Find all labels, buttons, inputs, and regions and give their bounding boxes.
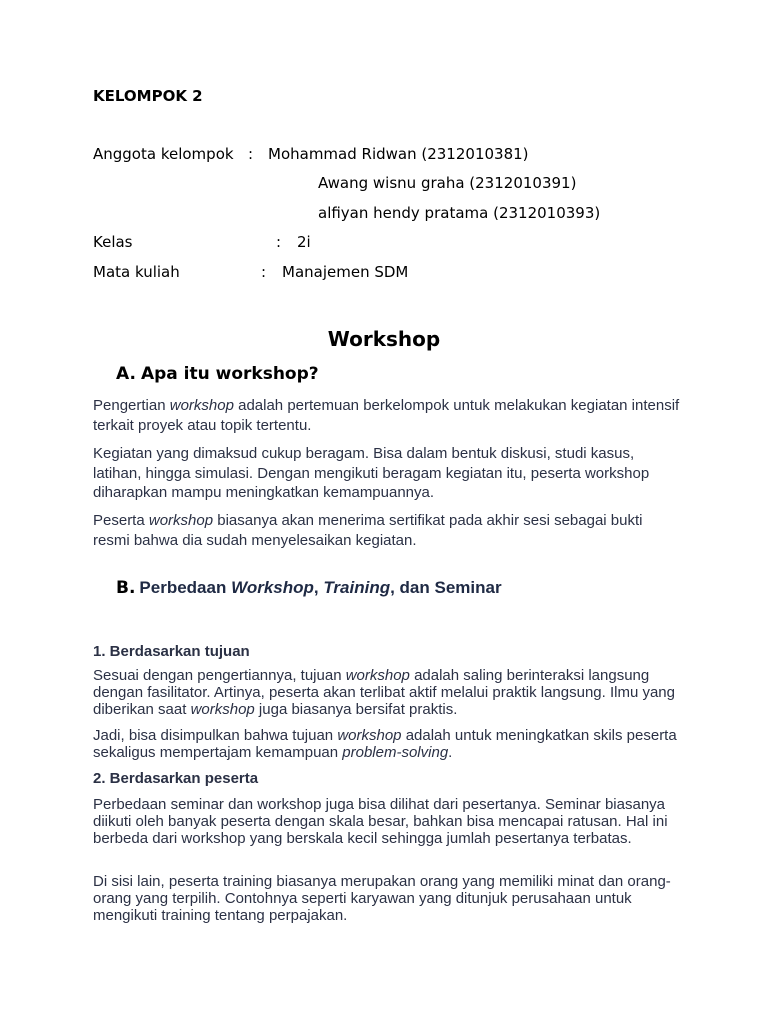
course-separator: :	[261, 263, 267, 281]
section-a-heading	[116, 364, 319, 384]
course-value: Manajemen SDM	[282, 263, 409, 281]
page-title: Workshop	[327, 327, 441, 351]
class-separator: :	[276, 233, 282, 251]
section-a-label: A.	[116, 364, 136, 384]
section-a-paragraph-3: Peserta workshop biasanya akan menerima sertifikat pada akhir sesi sebagai bukti resmi bahwa dia sudah menyelesaikan kegiatan.	[93, 512, 643, 549]
tujuan-paragraph-1: Sesuai dengan pengertiannya, tujuan workshop adalah saling berinteraksi langsung dengan fasilitator. Artinya, peserta akan terlibat aktif melalui praktik langsung. Ilmu yang diberikan saat workshop juga biasanya bersifat praktis.	[93, 667, 675, 718]
section-b-label: B.	[116, 578, 136, 598]
section-b-heading: B. Perbedaan Workshop, Training, dan Seminar	[116, 578, 502, 598]
tujuan-paragraph-2: Jadi, bisa disimpulkan bahwa tujuan workshop adalah untuk meningkatkan skils peserta sekaligus mempertajam kemampuan problem-solving.	[93, 727, 677, 761]
class-label: Kelas	[93, 233, 133, 251]
course-label: Mata kuliah	[93, 263, 180, 281]
section-a-paragraph-1: Pengertian workshop adalah pertemuan berkelompok untuk melakukan kegiatan intensif terkait proyek atau topik tertentu.	[93, 397, 680, 434]
peserta-paragraph-1: Perbedaan seminar dan workshop juga bisa dilihat dari pesertanya. Seminar biasanya diikuti oleh banyak peserta dengan skala besar, bahkan bisa mencapai ratusan. Hal ini berbeda dari workshop yang berskala kecil sehingga jumlah pesertanya terbatas.	[93, 796, 668, 847]
members-separator: :	[248, 145, 254, 163]
section-a-title: Apa itu workshop?	[140, 364, 319, 384]
peserta-paragraph-2: Di sisi lain, peserta training biasanya merupakan orang yang memiliki minat dan orang-orang yang terpilih. Contohnya seperti karyawan yang ditunjuk perusahaan untuk mengikuti training tentang perpajakan.	[93, 873, 671, 924]
members-label: Anggota kelompok	[93, 145, 234, 163]
member-1: Mohammad Ridwan (2312010381)	[268, 145, 529, 163]
subheading-tujuan: 1. Berdasarkan tujuan	[93, 643, 250, 660]
member-2: Awang wisnu graha (2312010391)	[318, 174, 577, 192]
class-value: 2i	[297, 233, 311, 251]
subheading-peserta: 2. Berdasarkan peserta	[93, 770, 259, 787]
group-name: KELOMPOK 2	[93, 87, 203, 105]
section-a-paragraph-2: Kegiatan yang dimaksud cukup beragam. Bisa dalam bentuk diskusi, studi kasus, latihan, hingga simulasi. Dengan mengikuti beragam kegiatan itu, peserta workshop diharapkan mampu meningkatkan kemampuannya.	[93, 445, 650, 501]
member-3: alfiyan hendy pratama (2312010393)	[318, 204, 601, 222]
